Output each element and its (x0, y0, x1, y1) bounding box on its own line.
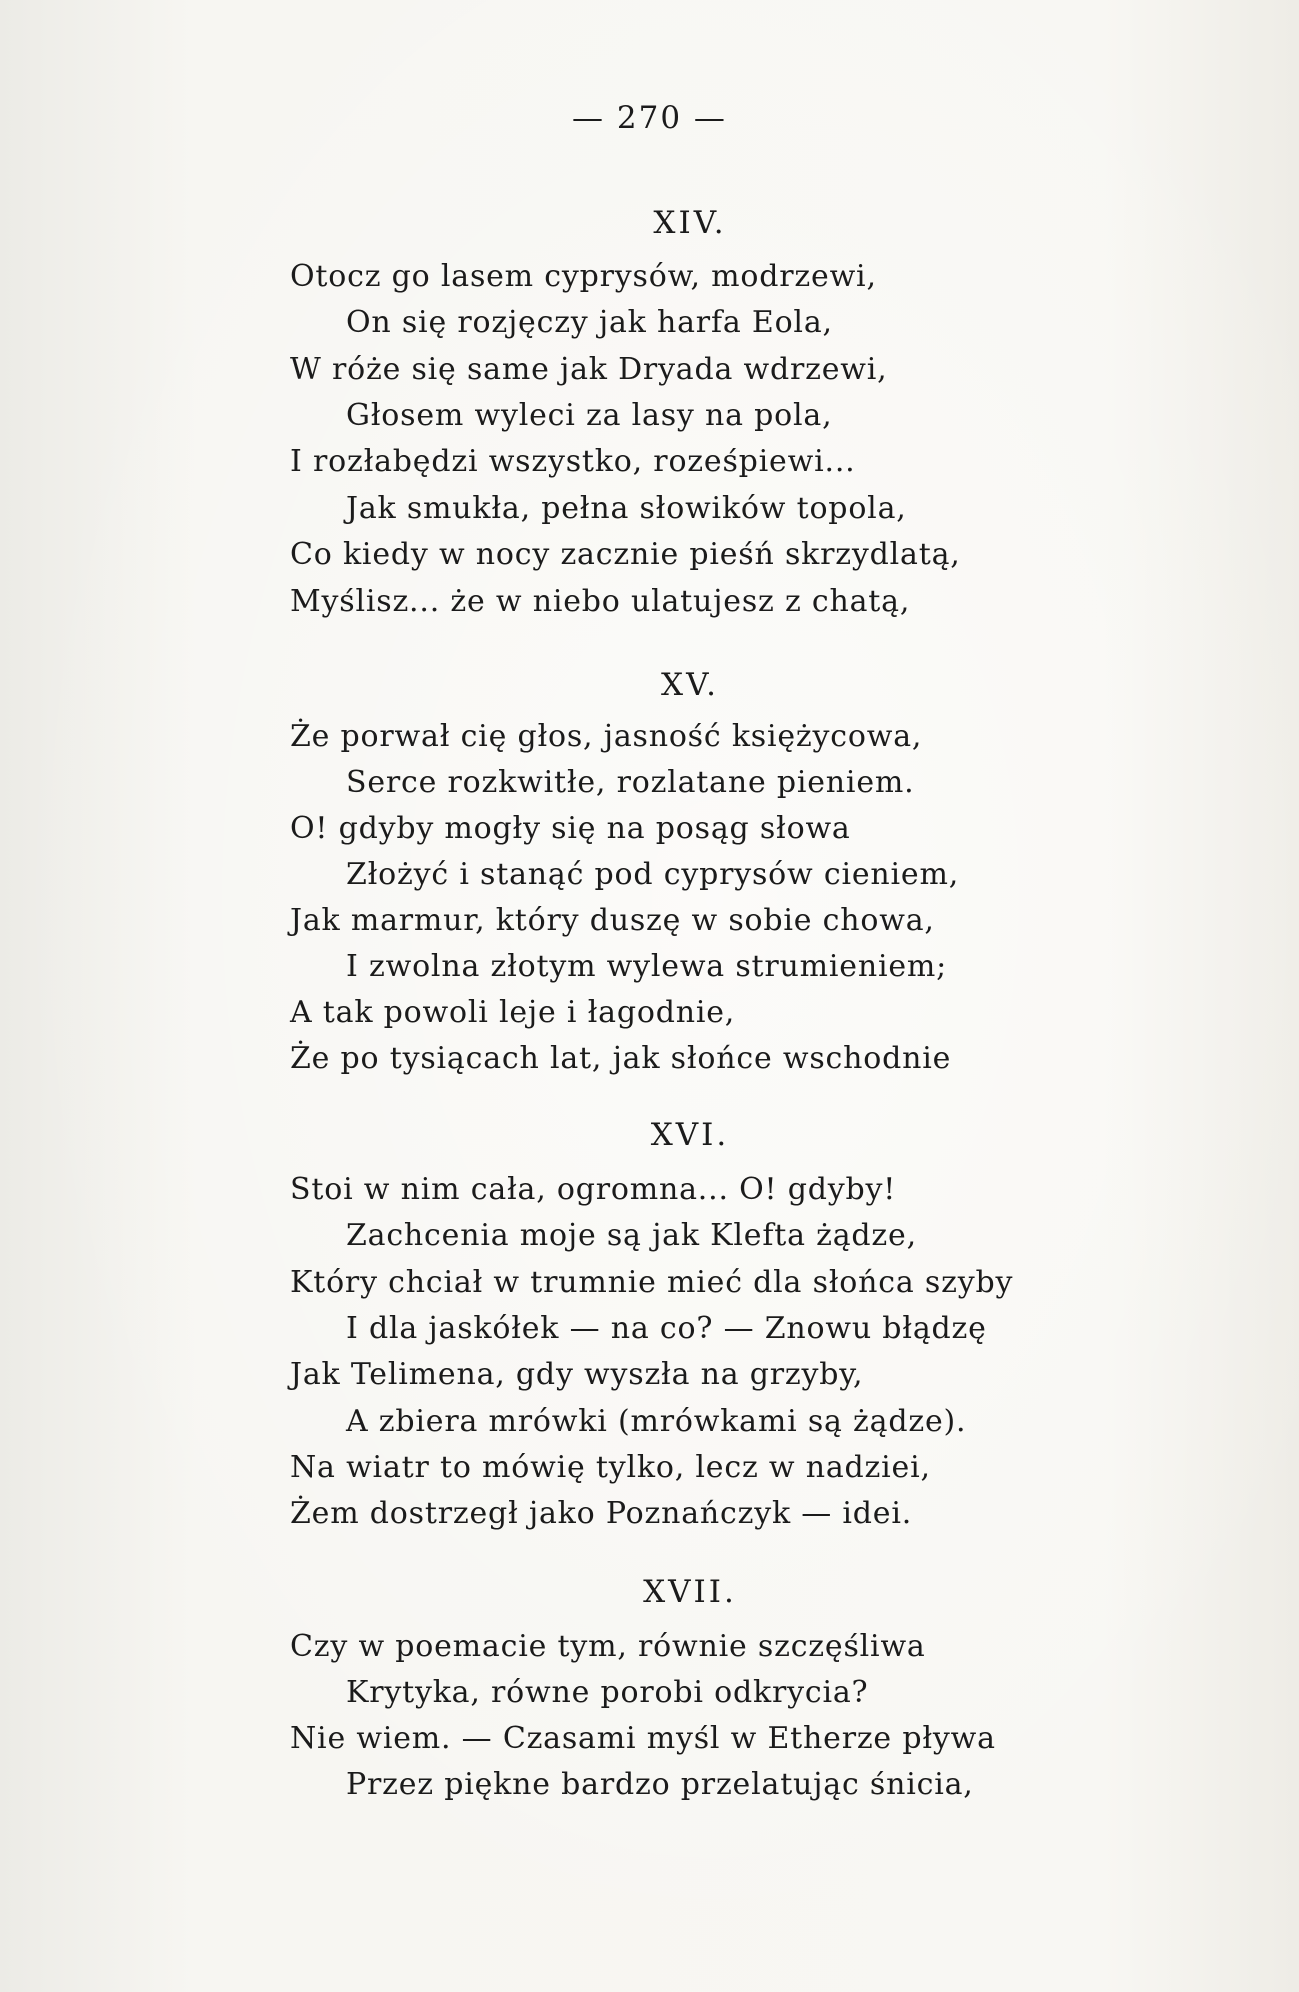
stanza-heading: XVII. (643, 1574, 737, 1610)
verse-line: Przez piękne bardzo przelatując śnicia, (346, 1767, 974, 1802)
verse-line: Jak marmur, który duszę w sobie chowa, (290, 903, 935, 938)
verse-line: Otocz go lasem cyprysów, modrzewi, (290, 259, 877, 294)
verse-line: On się rozjęczy jak harfa Eola, (346, 305, 833, 340)
verse-line: Nie wiem. — Czasami myśl w Etherze pływa (290, 1721, 996, 1756)
verse-line: Myślisz... że w niebo ulatujesz z chatą, (290, 584, 911, 619)
verse-line: Serce rozkwitłe, rozlatane pieniem. (346, 765, 915, 800)
verse-line: Jak smukła, pełna słowików topola, (346, 491, 907, 526)
verse-line: Który chciał w trumnie mieć dla słońca szyby (290, 1265, 1014, 1300)
verse-line: A zbiera mrówki (mrówkami są żądze). (346, 1404, 967, 1439)
verse-line: Zachcenia moje są jak Klefta żądze, (346, 1218, 917, 1253)
verse-line: Jak Telimena, gdy wyszła na grzyby, (290, 1357, 864, 1392)
verse-line: W róże się same jak Dryada wdrzewi, (290, 352, 888, 387)
verse-line: Krytyka, równe porobi odkrycia? (346, 1675, 869, 1710)
verse-line: Głosem wyleci za lasy na pola, (346, 398, 833, 433)
verse-line: Na wiatr to mówię tylko, lecz w nadziei, (290, 1450, 931, 1485)
verse-line: O! gdyby mogły się na posąg słowa (290, 811, 851, 846)
verse-line: Żem dostrzegł jako Poznańczyk — idei. (290, 1496, 913, 1531)
stanza-heading: XVI. (650, 1117, 730, 1153)
verse-line: Stoi w nim cała, ogromna... O! gdyby! (290, 1172, 897, 1207)
verse-line: A tak powoli leje i łagodnie, (290, 995, 736, 1030)
verse-line: I zwolna złotym wylewa strumieniem; (346, 949, 948, 984)
stanza-heading: XIV. (653, 205, 727, 241)
stanza-heading: XV. (661, 667, 719, 703)
verse-line: I rozłabędzi wszystko, roześpiewi... (290, 444, 856, 479)
verse-line: Że porwał cię głos, jasność księżycowa, (290, 719, 923, 754)
verse-line: I dla jaskółek — na co? — Znowu błądzę (346, 1311, 987, 1346)
verse-line: Co kiedy w nocy zacznie pieśń skrzydlatą, (290, 537, 961, 572)
verse-line: Złożyć i stanąć pod cyprysów cieniem, (346, 857, 960, 892)
page-number: — 270 — (572, 100, 727, 136)
verse-line: Czy w poemacie tym, równie szczęśliwa (290, 1629, 926, 1664)
verse-line: Że po tysiącach lat, jak słońce wschodnie (290, 1041, 952, 1076)
